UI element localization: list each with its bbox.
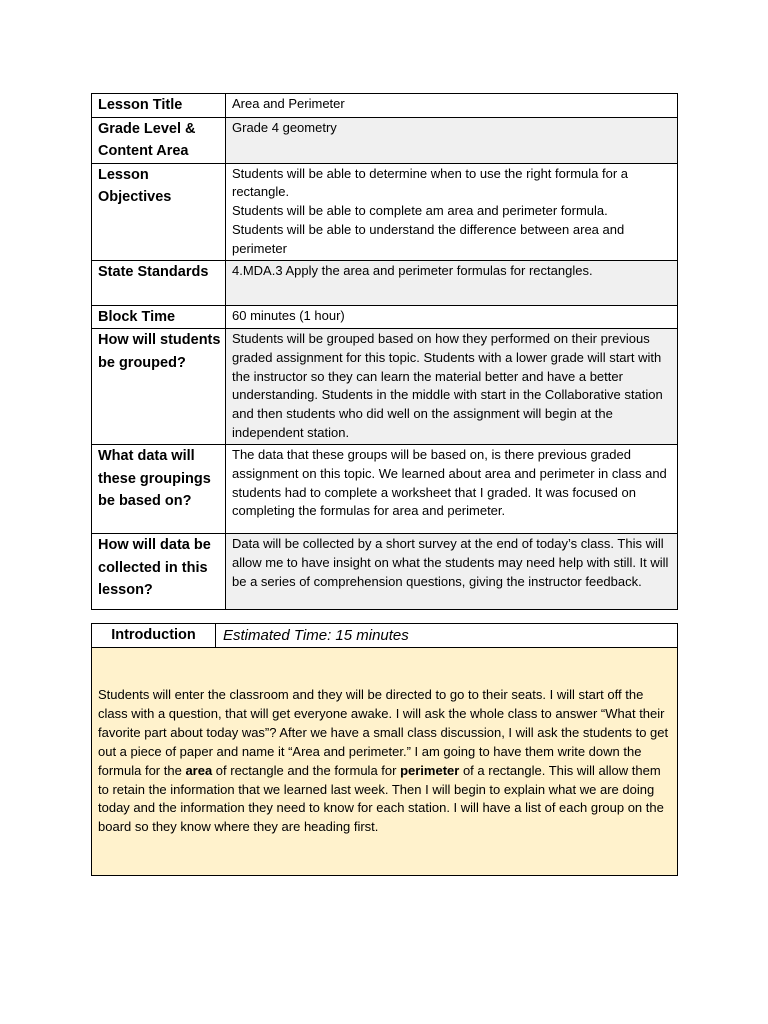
row-value (226, 260, 678, 305)
row-value-line: Students will be able to understand the difference between area and perimeter (232, 221, 625, 256)
row-value (226, 534, 678, 610)
grouping-row (92, 329, 678, 445)
row-value-line: The data that these groups will be based on, is there previous graded assignment on this topic. We learned about area and perimeter in class and students had to complete a worksheet that I graded. It was focused on completing the formulas for area and perimeter. (232, 447, 667, 519)
introduction-label: Introduction (92, 624, 216, 647)
row-label: Block Time (92, 305, 226, 329)
row-value (226, 117, 678, 163)
intro-bold-area: area (185, 762, 213, 778)
row-value-line: Students will be able to complete am area and perimeter formula. (232, 203, 608, 219)
introduction-section (91, 623, 678, 876)
row-value (226, 94, 678, 118)
row-value (226, 163, 678, 260)
lesson-objectives-row (92, 163, 678, 260)
estimated-time: Estimated Time: 15 minutes (223, 627, 409, 644)
row-value-line: Grade 4 geometry (232, 119, 337, 135)
row-label: Grade Level & Content Area (92, 117, 226, 163)
intro-bold-perimeter: perimeter (400, 762, 460, 778)
block-time-row (92, 305, 678, 329)
row-value-line: Data will be collected by a short survey at the end of today’s class. This will allow me to have insight on what the students may need help with still. It will be a series of comprehension questions, giving the instructor feedback. (232, 536, 669, 589)
row-value (226, 305, 678, 329)
row-value-line: 60 minutes (1 hour) (232, 307, 345, 323)
row-label: What data will these groupings be based on? (92, 445, 226, 534)
row-value-line: Area and Perimeter (232, 96, 345, 111)
row-value (226, 445, 678, 534)
grade-level-row (92, 117, 678, 163)
row-label: State Standards (92, 260, 226, 305)
row-value-line: Students will be grouped based on how they performed on their previous graded assignment for this topic. Students with a lower grade will start with the instructor so they can learn the material better and have a better understanding. Students in the middle with start in the Collaborative station and then students who did well on the assignment will begin at the independent station. (232, 331, 663, 440)
lesson-plan-table (91, 93, 678, 610)
row-value (226, 329, 678, 445)
grouping-data-row (92, 445, 678, 534)
row-value-line: Students will be able to determine when to use the right formula for a rectangle. (232, 165, 628, 200)
row-label: How will students be grouped? (92, 329, 226, 445)
row-value-line: 4.MDA.3 Apply the area and perimeter formulas for rectangles. (232, 262, 593, 278)
intro-text: Students will enter the classroom and they will be directed to go to their seats. I will start off the class with a question, that will get everyone awake. I will ask the whole class to answer “What their favorite part about today was”? After we have a small class discussion, I will ask the students to get out a piece of paper and name it “Area and perimeter.” I am going to have them write down the formula for the (98, 687, 669, 778)
introduction-body (92, 648, 677, 875)
introduction-header (92, 624, 677, 648)
intro-text: of a rectangle. This will allow them to retain the information that we learned last week. Then I will begin to explain what we are doing today and the information they need to know for each station. I will have a list of each group on the board so they know where they are heading first. (98, 762, 664, 835)
state-standards-row (92, 260, 678, 305)
row-label: Lesson Objectives (92, 163, 226, 260)
row-label: Lesson Title (92, 94, 226, 118)
row-label: How will data be collected in this lesson? (92, 534, 226, 610)
lesson-title-row (92, 94, 678, 118)
intro-text: of rectangle and the formula for (212, 762, 401, 778)
data-collection-row (92, 534, 678, 610)
